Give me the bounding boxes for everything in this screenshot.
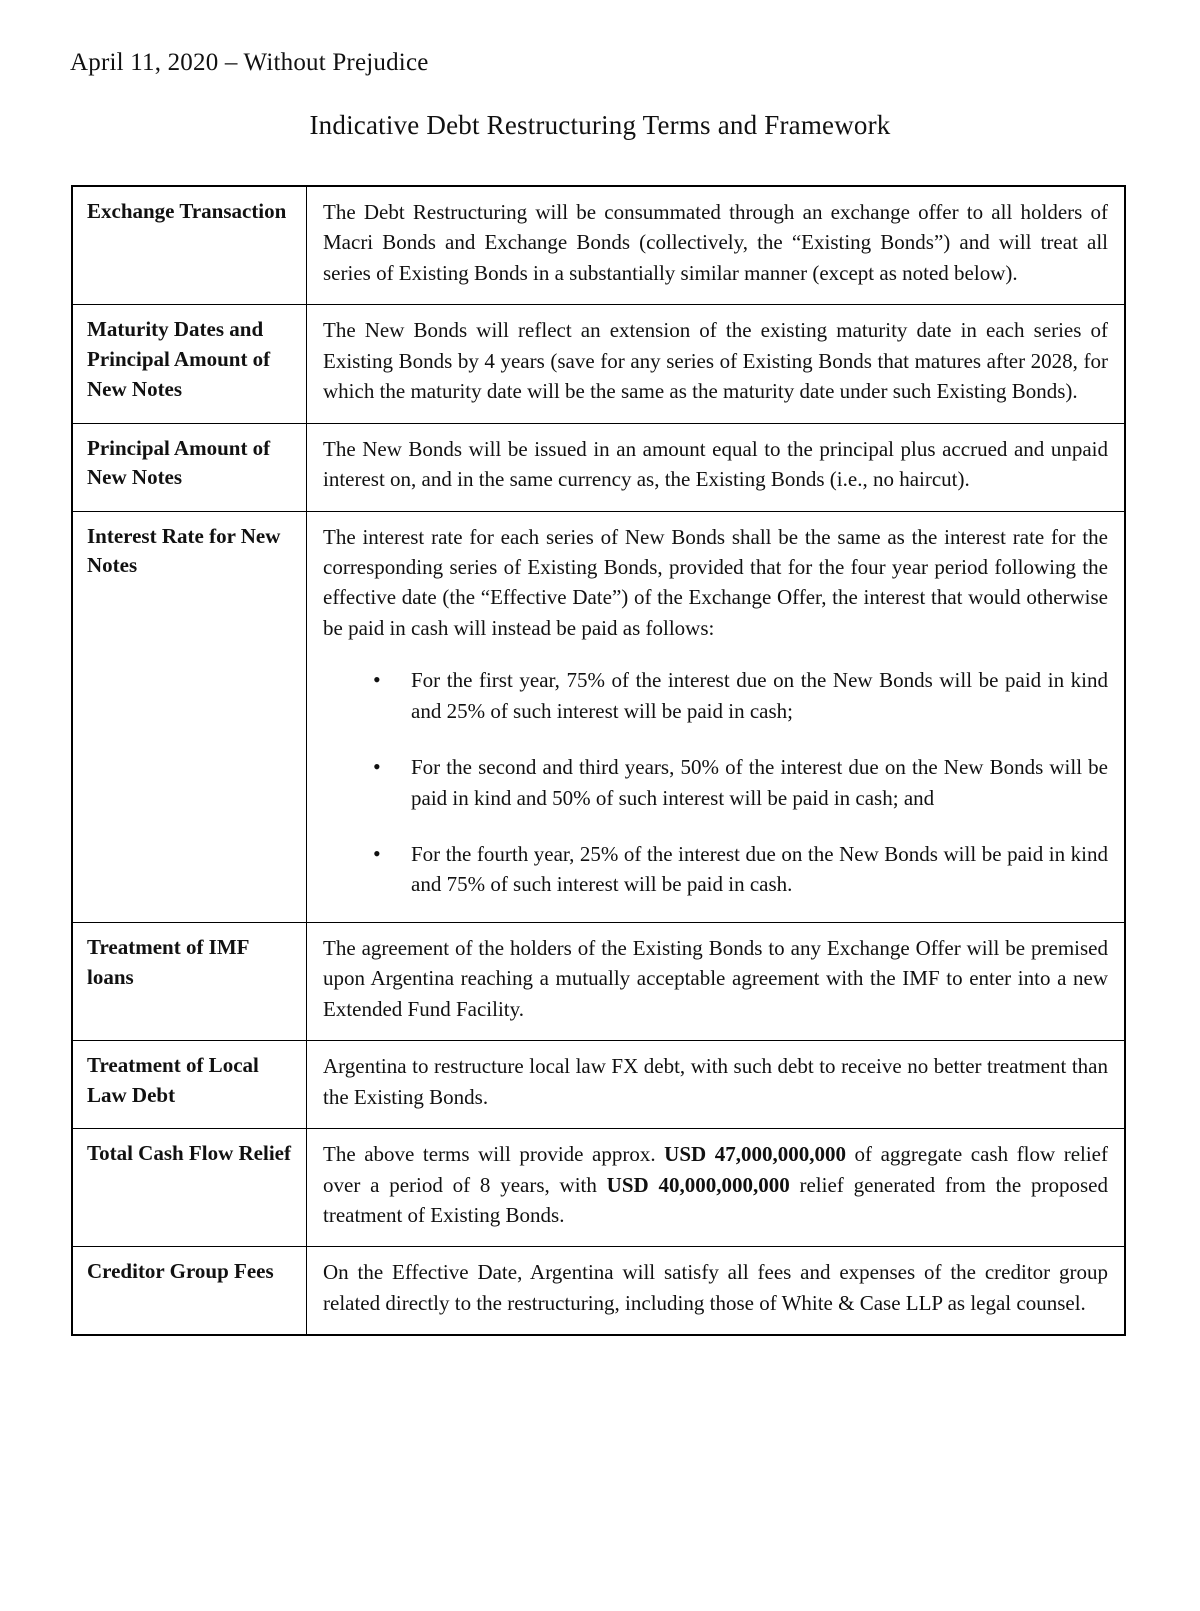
table-row <box>72 186 1125 305</box>
interest-schedule-list <box>323 665 1108 900</box>
term-paragraph: The New Bonds will be issued in an amount equal to the principal plus accrued and unpaid interest on, and in the same currency as, the Existing Bonds (i.e., no haircut). <box>323 436 1108 492</box>
term-description <box>307 423 1126 511</box>
document-header-note: April 11, 2020 – Without Prejudice <box>70 49 429 76</box>
table-row <box>72 1129 1125 1247</box>
table-row <box>72 511 1125 922</box>
term-label: Creditor Group Fees <box>72 1247 307 1335</box>
terms-table <box>71 185 1126 1336</box>
term-description <box>307 1247 1126 1335</box>
term-label: Treatment of IMF loans <box>72 922 307 1040</box>
term-paragraph: Argentina to restructure local law FX debt, with such debt to receive no better treatment than the Existing Bonds. <box>323 1054 1108 1109</box>
term-label: Total Cash Flow Relief <box>72 1129 307 1247</box>
term-paragraph: The agreement of the holders of the Existing Bonds to any Exchange Offer will be premised upon Argentina reaching a mutually acceptable agreement with the IMF to enter into a new Extended Fund Facility. <box>323 935 1108 1021</box>
term-description <box>307 922 1126 1040</box>
table-row <box>72 922 1125 1040</box>
cash-flow-text-2: of aggregate cash flow relief over a period of 8 years, with <box>323 1142 1108 1197</box>
cash-flow-amount-total: USD 47,000,000,000 <box>664 1142 846 1167</box>
list-item: • For the first year, 75% of the interest due on the New Bonds will be paid in kind and 25% of such interest will be paid in cash; <box>363 665 1108 726</box>
term-description <box>307 305 1126 423</box>
term-label: Principal Amount of New Notes <box>72 423 307 511</box>
page-title: Indicative Debt Restructuring Terms and Framework <box>309 110 891 140</box>
table-row <box>72 305 1125 423</box>
term-description <box>307 1041 1126 1129</box>
term-paragraph: The Debt Restructuring will be consummated through an exchange offer to all holders of Macri Bonds and Exchange Bonds (collectively, the “Existing Bonds”) and will treat all series of Existing Bonds in a substantially similar manner (except as noted below). <box>323 200 1108 285</box>
table-row <box>72 423 1125 511</box>
table-row <box>72 1041 1125 1129</box>
list-item: • For the second and third years, 50% of the interest due on the New Bonds will be paid in kind and 50% of such interest will be paid in cash; and <box>363 752 1108 813</box>
term-label: Treatment of Local Law Debt <box>72 1041 307 1129</box>
term-label: Interest Rate for New Notes <box>72 511 307 922</box>
term-description <box>307 511 1126 922</box>
term-description <box>307 1129 1126 1247</box>
term-label: Maturity Dates and Principal Amount of New Notes <box>72 305 307 423</box>
term-paragraph: On the Effective Date, Argentina will satisfy all fees and expenses of the creditor group related directly to the restructuring, including those of White & Case LLP as legal counsel. <box>323 1260 1108 1315</box>
term-paragraph <box>323 1139 1108 1230</box>
term-description <box>307 186 1126 305</box>
cash-flow-amount-bonds: USD 40,000,000,000 <box>606 1172 790 1197</box>
cash-flow-text-3: relief generated from the proposed treatment of Existing Bonds. <box>323 1172 1108 1227</box>
term-label: Exchange Transaction <box>72 186 307 305</box>
term-paragraph: The New Bonds will reflect an extension of the existing maturity date in each series of Existing Bonds by 4 years (save for any series of Existing Bonds that matures after 2028, for which the maturity date will be the same as the maturity date under such Existing Bonds). <box>323 318 1108 404</box>
table-row <box>72 1247 1125 1335</box>
term-paragraph: The interest rate for each series of New Bonds shall be the same as the interest rate for the corresponding series of Existing Bonds, provided that for the four year period following the effective date (the “Effective Date”) of the Exchange Offer, the interest that would otherwise be paid in cash will instead be paid as follows: <box>323 524 1108 640</box>
list-item: • For the fourth year, 25% of the interest due on the New Bonds will be paid in kind and 75% of such interest will be paid in cash. <box>363 839 1108 900</box>
cash-flow-text-1: The above terms will provide approx. <box>323 1142 665 1167</box>
